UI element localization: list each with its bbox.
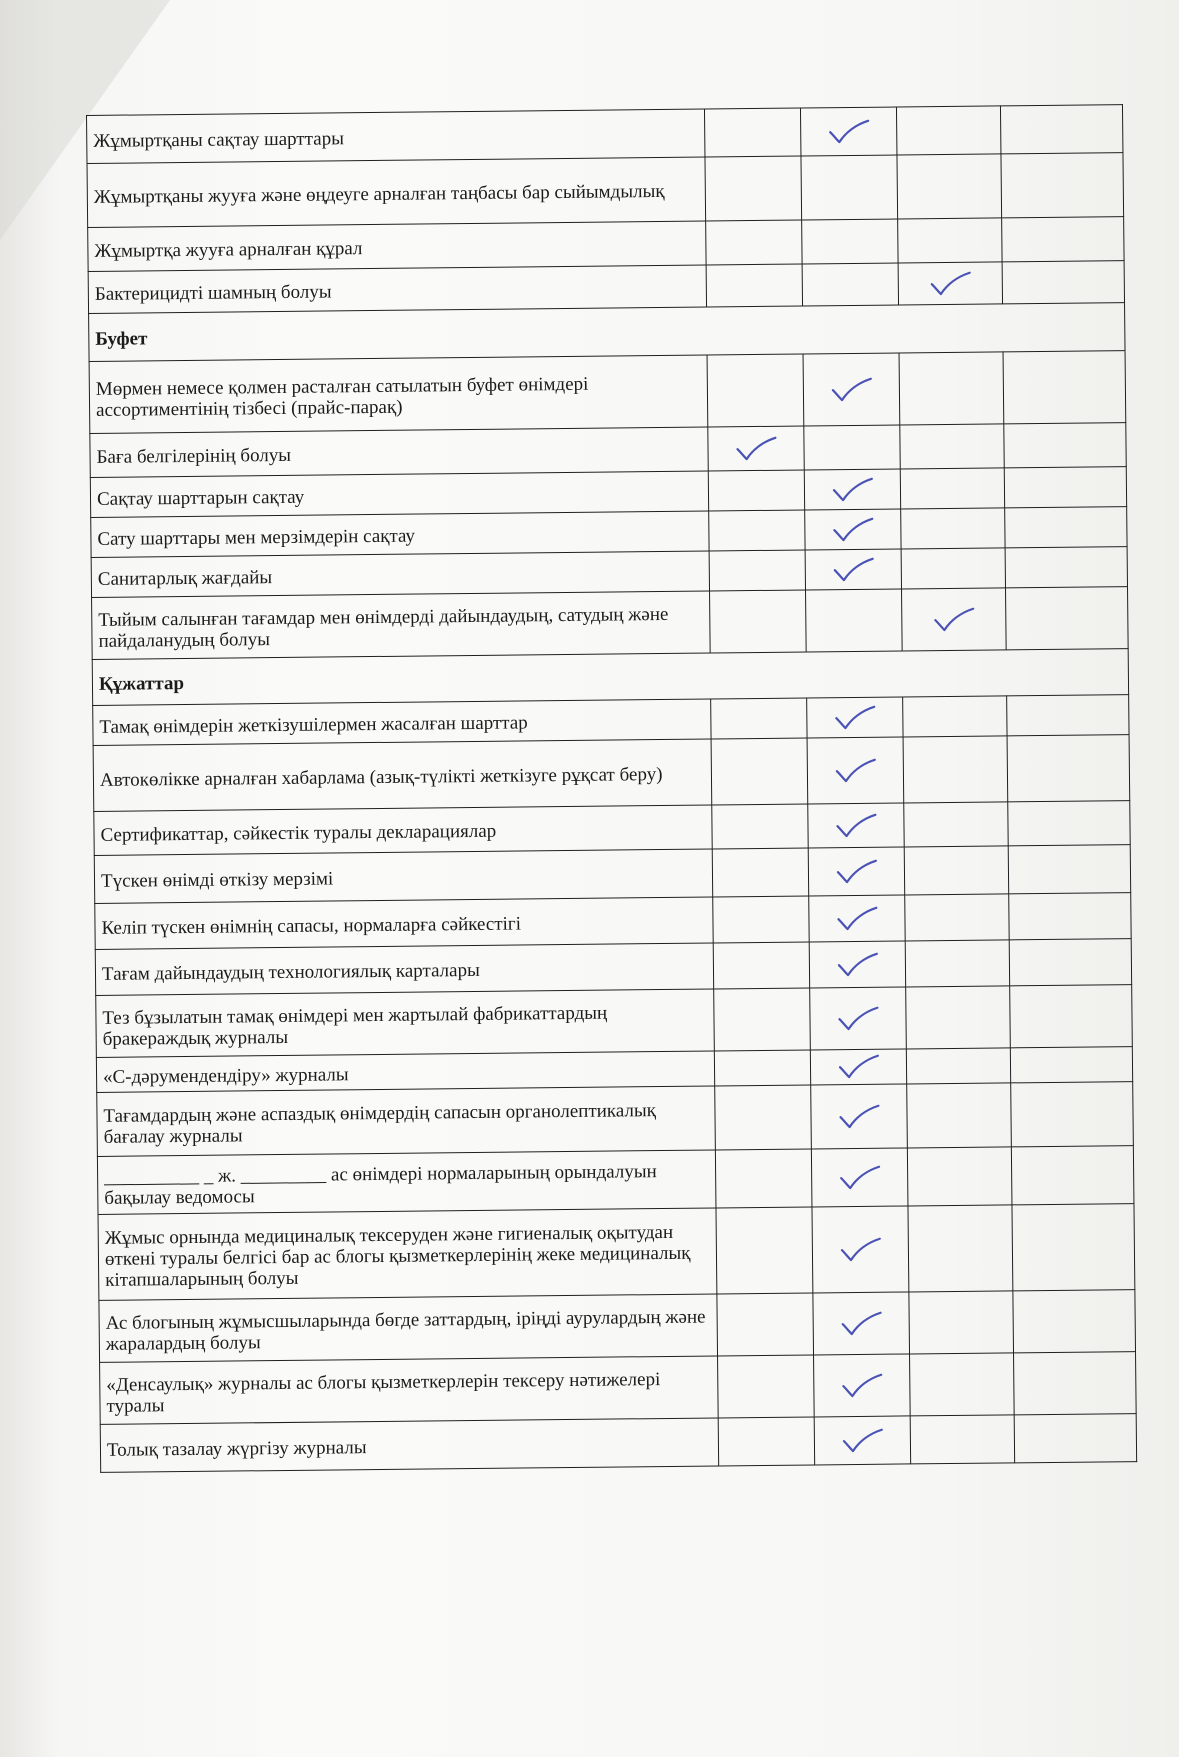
criterion-label: «Денсаулық» журналы ас блогы қызметкерлерін тексеру нәтижелері туралы bbox=[100, 1356, 719, 1424]
handwritten-check-mark bbox=[833, 757, 877, 783]
rating-cell-1 bbox=[709, 550, 805, 591]
rating-cell-1 bbox=[715, 1149, 812, 1208]
handwritten-check-mark bbox=[834, 812, 878, 838]
rating-cell-1 bbox=[717, 1293, 814, 1356]
rating-cell-3 bbox=[910, 1353, 1015, 1416]
rating-cell-1 bbox=[711, 738, 808, 805]
rating-cell-4 bbox=[1005, 507, 1127, 548]
rating-cell-3 bbox=[898, 262, 1002, 305]
rating-cell-3 bbox=[905, 940, 1009, 987]
rating-cell-1 bbox=[706, 264, 802, 307]
criterion-label: Толық тазалау жүргізу журналы bbox=[100, 1418, 718, 1472]
rating-cell-1 bbox=[714, 1050, 810, 1086]
handwritten-check-mark bbox=[734, 435, 778, 461]
criterion-label: Түскен өнімді өткізу мерзімі bbox=[94, 849, 712, 903]
rating-cell-1 bbox=[718, 1417, 814, 1466]
rating-cell-1 bbox=[709, 510, 805, 551]
rating-cell-4 bbox=[1000, 105, 1122, 154]
rating-cell-2 bbox=[804, 425, 900, 470]
rating-cell-4 bbox=[1008, 801, 1130, 846]
checklist-row bbox=[89, 351, 1126, 434]
criterion-label: Тыйым салынған тағамдар мен өнімдерді дайындаудың, сатудың және пайдаланудың болуы bbox=[92, 591, 711, 659]
handwritten-check-mark bbox=[829, 376, 873, 402]
rating-cell-1 bbox=[708, 426, 804, 471]
handwritten-check-mark bbox=[928, 270, 972, 296]
rating-cell-2 bbox=[800, 107, 896, 156]
rating-cell-4 bbox=[1011, 1146, 1134, 1205]
handwritten-check-mark bbox=[831, 516, 875, 542]
rating-cell-2 bbox=[805, 549, 901, 590]
rating-cell-4 bbox=[1001, 153, 1124, 218]
rating-cell-3 bbox=[910, 1415, 1014, 1464]
checklist-row bbox=[97, 1146, 1134, 1215]
rating-cell-4 bbox=[1009, 893, 1131, 940]
criterion-label: Баға белгілерінің болуы bbox=[90, 427, 708, 477]
rating-cell-3 bbox=[900, 468, 1004, 509]
rating-cell-1 bbox=[712, 804, 808, 849]
rating-cell-2 bbox=[805, 509, 901, 550]
criterion-label: Тағам дайындаудың технологиялық карталары bbox=[95, 943, 713, 995]
rating-cell-3 bbox=[909, 1291, 1014, 1354]
rating-cell-2 bbox=[810, 1049, 906, 1085]
rating-cell-1 bbox=[710, 590, 807, 653]
handwritten-check-mark bbox=[840, 1372, 884, 1398]
rating-cell-2 bbox=[810, 987, 907, 1050]
handwritten-check-mark bbox=[834, 858, 878, 884]
criterion-label: Мөрмен немесе қолмен расталған сатылатын буфет өнімдері ассортиментінің тізбесі (прайс-парақ) bbox=[89, 355, 708, 433]
rating-cell-3 bbox=[901, 508, 1005, 549]
rating-cell-3 bbox=[896, 106, 1000, 155]
criterion-label: Тағамдардың және аспаздық өнімдердің сапасын органолептикалық бағалау журналы bbox=[97, 1086, 716, 1156]
rating-cell-4 bbox=[1004, 423, 1126, 468]
handwritten-check-mark bbox=[838, 1164, 882, 1190]
rating-cell-4 bbox=[1012, 1204, 1135, 1291]
rating-cell-1 bbox=[715, 1085, 812, 1150]
section-title: Буфет bbox=[89, 303, 1125, 362]
criterion-label: Тамақ өнімдерін жеткізушілермен жасалған шарттар bbox=[93, 699, 711, 745]
checklist-row bbox=[92, 587, 1129, 660]
rating-cell-2 bbox=[807, 697, 903, 738]
rating-cell-2 bbox=[801, 155, 898, 220]
checklist-rows bbox=[87, 105, 1137, 1473]
checklist-row bbox=[100, 1414, 1136, 1473]
rating-cell-3 bbox=[899, 352, 1004, 425]
rating-cell-2 bbox=[811, 1148, 908, 1207]
handwritten-check-mark bbox=[833, 704, 877, 730]
criterion-label: Жұмыртқаны сақтау шарттары bbox=[87, 109, 705, 163]
rating-cell-2 bbox=[808, 803, 904, 848]
rating-cell-2 bbox=[812, 1206, 909, 1293]
handwritten-check-mark bbox=[836, 1054, 880, 1080]
rating-cell-2 bbox=[809, 941, 905, 988]
rating-cell-1 bbox=[707, 354, 804, 427]
rating-cell-2 bbox=[811, 1084, 908, 1149]
rating-cell-2 bbox=[802, 263, 898, 306]
rating-cell-1 bbox=[718, 1355, 815, 1418]
criterion-label: Жұмыртқаны жууға және өңдеуге арналған таңбасы бар сыйымдылық bbox=[87, 157, 706, 227]
handwritten-check-mark bbox=[835, 951, 879, 977]
rating-cell-3 bbox=[907, 1083, 1012, 1148]
rating-cell-3 bbox=[905, 894, 1009, 941]
rating-cell-2 bbox=[814, 1354, 911, 1417]
rating-cell-4 bbox=[1009, 939, 1131, 986]
rating-cell-4 bbox=[1007, 735, 1130, 802]
handwritten-check-mark bbox=[836, 1005, 880, 1031]
rating-cell-4 bbox=[1011, 1082, 1134, 1147]
rating-cell-2 bbox=[802, 219, 898, 264]
rating-cell-1 bbox=[708, 470, 804, 511]
criterion-label: Ас блогының жұмысшыларында бөгде заттардың, іріңді аурулардың және жаралардың болуы bbox=[99, 1294, 718, 1362]
rating-cell-3 bbox=[906, 1048, 1010, 1084]
checklist-row bbox=[87, 153, 1124, 228]
rating-cell-4 bbox=[1005, 547, 1127, 588]
criterion-label: Автокөлікке арналған хабарлама (азық-түлікті жеткізуге рұқсат беру) bbox=[93, 739, 712, 811]
criterion-label: Жұмыс орнында медициналық тексеруден және гигиеналық оқытудан өткені туралы белгісі бар ас блогы қызметкерлерінің жеке медициналық кітапшаларының болуы bbox=[98, 1208, 717, 1300]
rating-cell-4 bbox=[1008, 845, 1130, 894]
rating-cell-3 bbox=[904, 846, 1008, 895]
checklist-row bbox=[100, 1352, 1137, 1425]
rating-cell-1 bbox=[713, 896, 809, 943]
checklist-row bbox=[98, 1204, 1135, 1301]
criterion-label: Бактерицидті шамның болуы bbox=[88, 265, 706, 313]
handwritten-check-mark bbox=[827, 118, 871, 144]
rating-cell-4 bbox=[1003, 351, 1126, 424]
rating-cell-3 bbox=[906, 986, 1011, 1049]
criterion-label: Сату шарттары мен мерзімдерін сақтау bbox=[91, 511, 709, 557]
rating-cell-3 bbox=[903, 736, 1008, 803]
criterion-label: Сақтау шарттарын сақтау bbox=[90, 471, 708, 517]
rating-cell-3 bbox=[903, 696, 1007, 737]
criterion-label: Жұмыртқа жууға арналған құрал bbox=[88, 221, 706, 271]
criterion-label: Тез бұзылатын тамақ өнімдері мен жартылай фабрикаттардың бракераждық журналы bbox=[96, 989, 715, 1057]
rating-cell-2 bbox=[803, 353, 900, 426]
criterion-label: Келіп түскен өнімнің сапасы, нормаларға сәйкестігі bbox=[95, 897, 713, 949]
checklist-row bbox=[99, 1290, 1136, 1363]
rating-cell-4 bbox=[1014, 1352, 1137, 1415]
rating-cell-4 bbox=[1002, 261, 1124, 304]
rating-cell-2 bbox=[809, 895, 905, 942]
rating-cell-3 bbox=[904, 802, 1008, 847]
checklist-row bbox=[97, 1082, 1134, 1157]
rating-cell-1 bbox=[705, 156, 802, 221]
rating-cell-1 bbox=[716, 1207, 813, 1294]
rating-cell-2 bbox=[813, 1292, 910, 1355]
rating-cell-4 bbox=[1002, 217, 1124, 262]
rating-cell-1 bbox=[712, 848, 808, 897]
rating-cell-3 bbox=[900, 424, 1004, 469]
rating-cell-1 bbox=[711, 698, 807, 739]
rating-cell-4 bbox=[1007, 695, 1129, 736]
rating-cell-2 bbox=[806, 589, 903, 652]
inspection-checklist-table bbox=[86, 104, 1137, 1473]
rating-cell-3 bbox=[902, 588, 1007, 651]
rating-cell-3 bbox=[907, 1147, 1012, 1206]
rating-cell-2 bbox=[807, 737, 904, 804]
rating-cell-2 bbox=[804, 469, 900, 510]
checklist-row bbox=[96, 985, 1133, 1058]
section-title: Құжаттар bbox=[92, 649, 1128, 706]
rating-cell-4 bbox=[1014, 1414, 1136, 1463]
rating-cell-2 bbox=[808, 847, 904, 896]
rating-cell-1 bbox=[713, 942, 809, 989]
rating-cell-2 bbox=[814, 1416, 910, 1465]
rating-cell-3 bbox=[901, 548, 1005, 589]
handwritten-check-mark bbox=[932, 606, 976, 632]
rating-cell-1 bbox=[706, 220, 802, 265]
handwritten-check-mark bbox=[835, 905, 879, 931]
handwritten-check-mark bbox=[840, 1427, 884, 1453]
handwritten-check-mark bbox=[837, 1103, 881, 1129]
handwritten-check-mark bbox=[830, 476, 874, 502]
rating-cell-4 bbox=[1004, 467, 1126, 508]
rating-cell-4 bbox=[1010, 1047, 1132, 1083]
criterion-label: __________ _ ж. _________ ас өнімдері нормаларының орындалуын бақылау ведомосы bbox=[97, 1150, 716, 1214]
rating-cell-4 bbox=[1013, 1290, 1136, 1353]
handwritten-check-mark bbox=[831, 556, 875, 582]
criterion-label: Санитарлық жағдайы bbox=[91, 551, 709, 597]
rating-cell-3 bbox=[897, 154, 1002, 219]
checklist-row bbox=[93, 735, 1130, 812]
rating-cell-1 bbox=[714, 988, 811, 1051]
handwritten-check-mark bbox=[839, 1310, 883, 1336]
rating-cell-4 bbox=[1010, 985, 1133, 1048]
criterion-label: Сертификаттар, сәйкестік туралы декларациялар bbox=[94, 805, 712, 855]
rating-cell-3 bbox=[898, 218, 1002, 263]
rating-cell-1 bbox=[704, 108, 800, 157]
rating-cell-3 bbox=[908, 1205, 1013, 1292]
criterion-label: «С-дәрумендендіру» журналы bbox=[96, 1051, 714, 1092]
rating-cell-4 bbox=[1006, 587, 1129, 650]
handwritten-check-mark bbox=[838, 1236, 882, 1262]
